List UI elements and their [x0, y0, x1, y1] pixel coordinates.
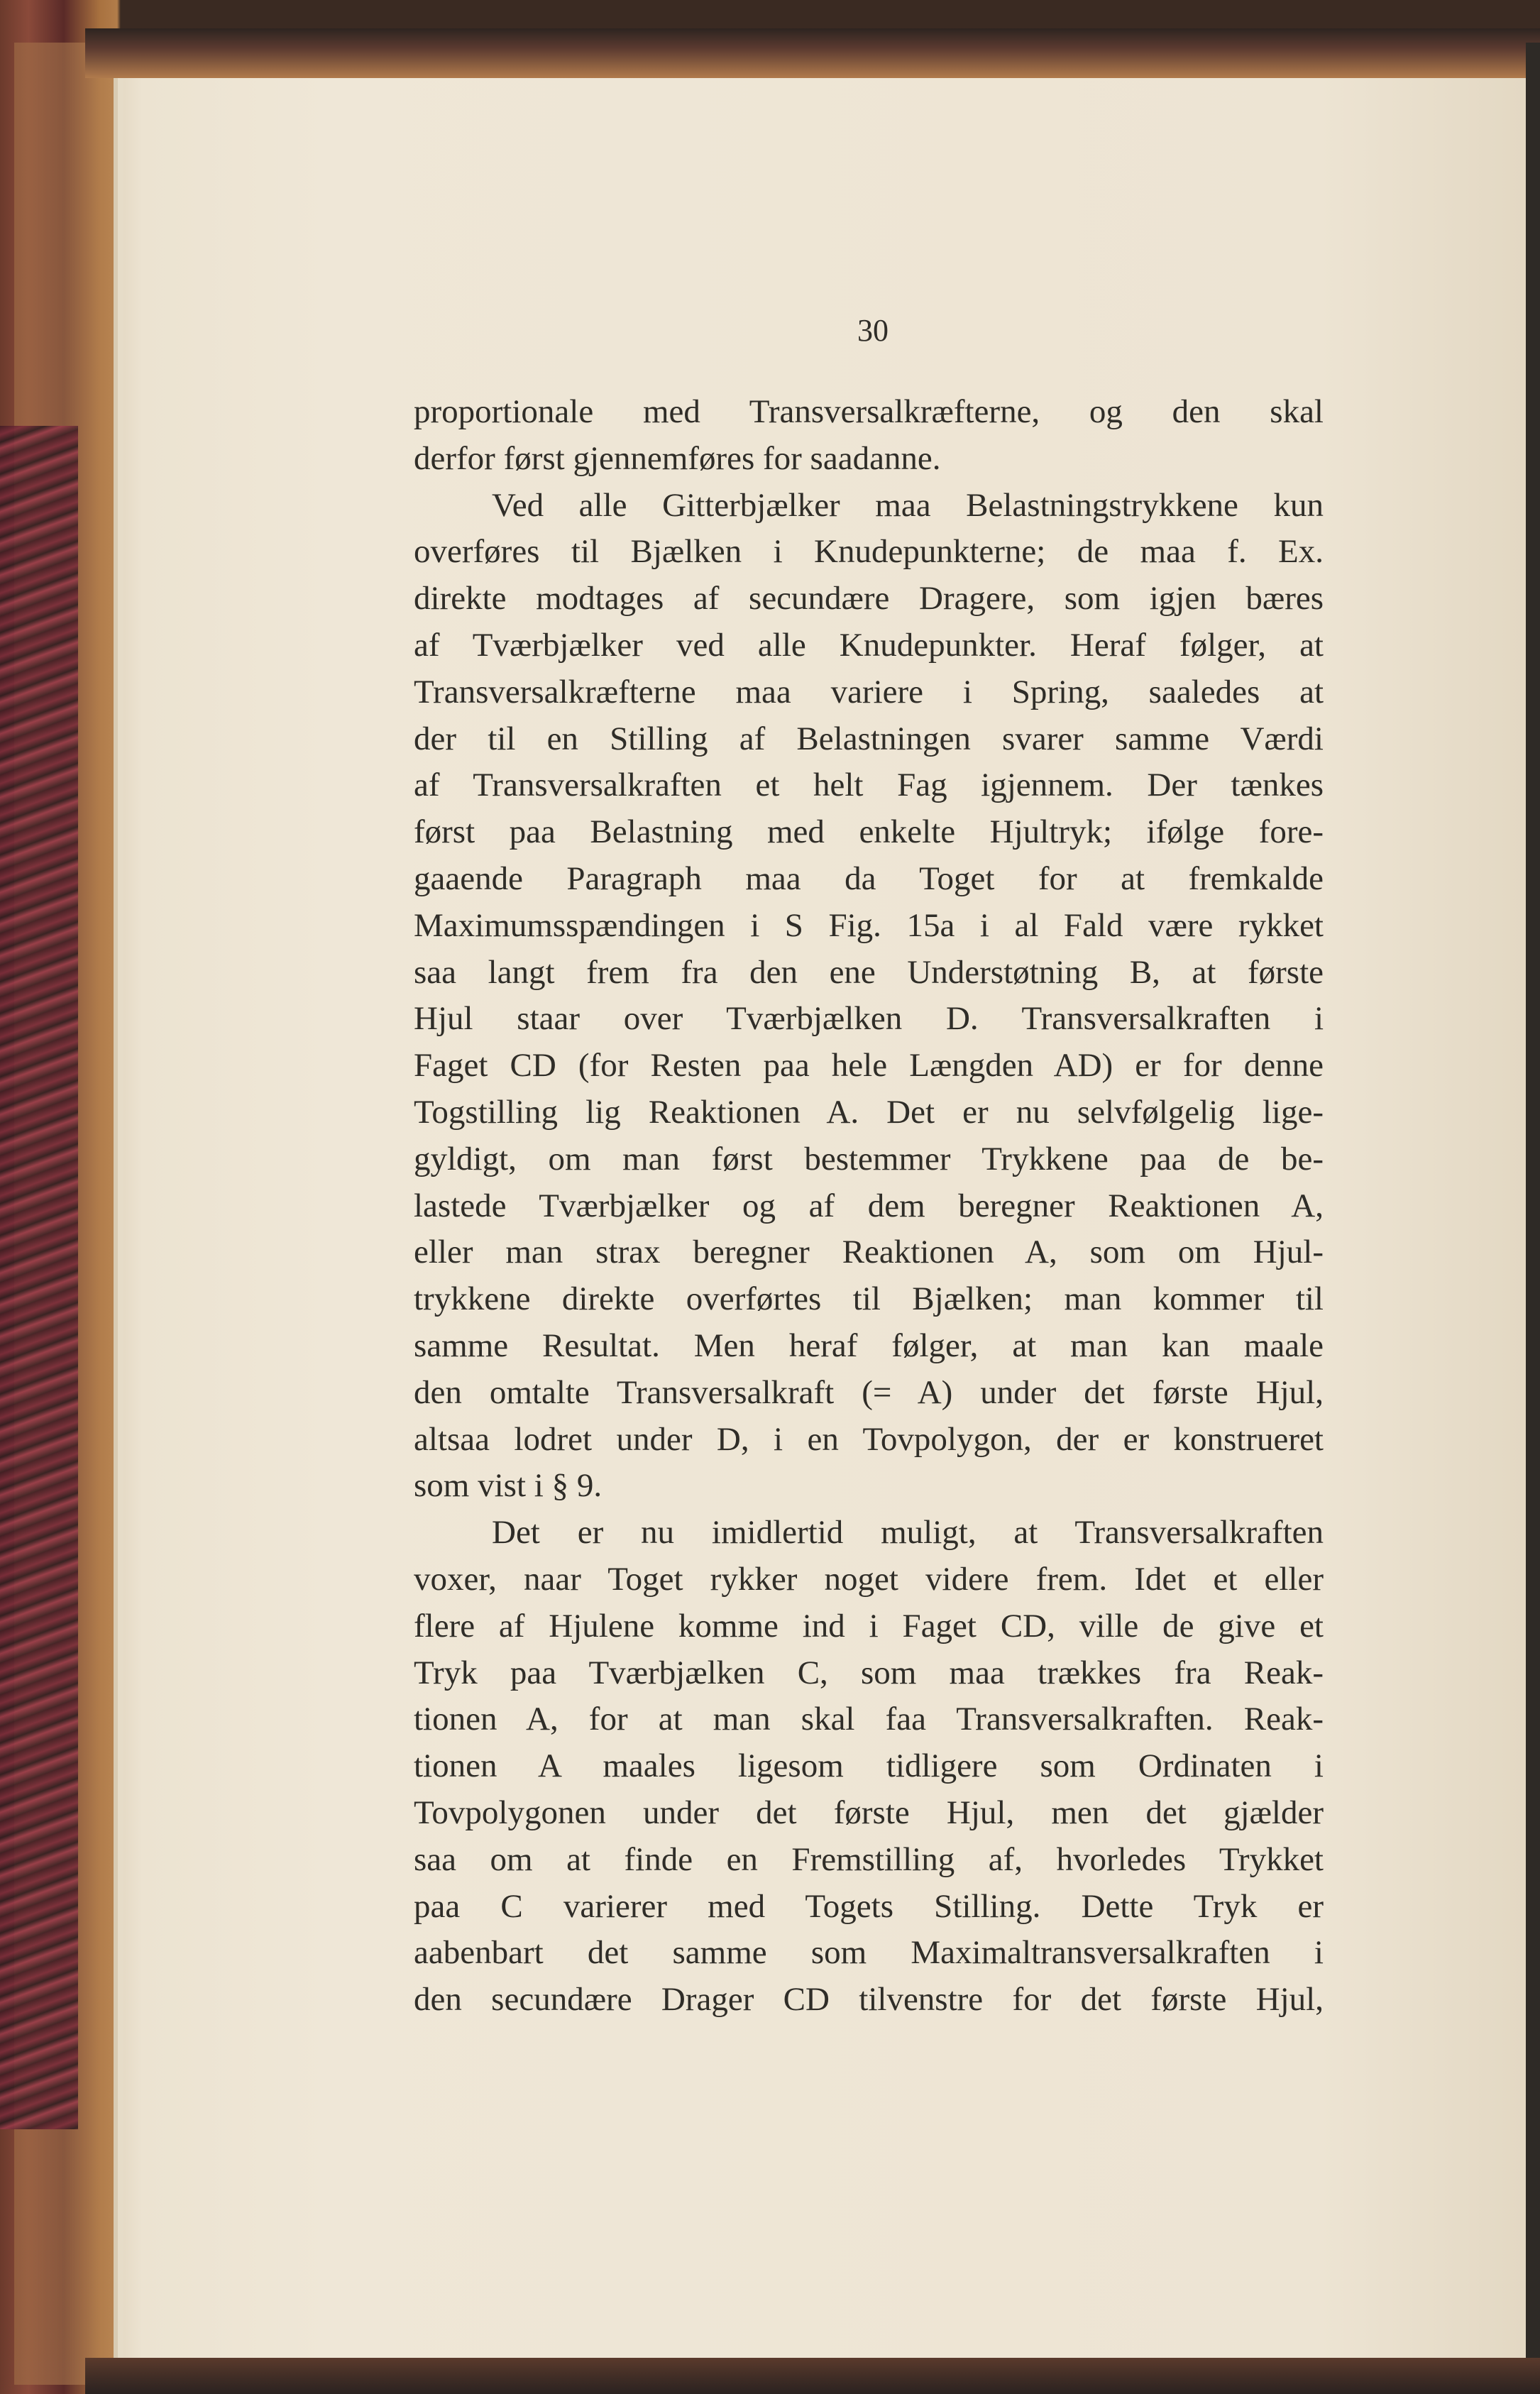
text-line: trykkene direkte overførtes til Bjælken; man kommer til: [414, 1280, 1324, 1318]
text-line: som vist i § 9.: [414, 1467, 603, 1505]
text-line: gyldigt, om man først bestemmer Trykkene paa de be-: [414, 1140, 1324, 1177]
text-line: Togstilling lig Reaktionen A. Det er nu selvfølgelig lige-: [414, 1093, 1324, 1131]
text-line: Faget CD (for Resten paa hele Længden AD) er for denne: [414, 1047, 1324, 1085]
text-line: der til en Stilling af Belastningen svarer samme Værdi: [414, 720, 1324, 757]
marbled-cover-edge: [0, 426, 78, 2129]
text-line: Maximumsspændingen i S Fig. 15a i al Fald være rykket: [414, 906, 1324, 944]
text-line: eller man strax beregner Reaktionen A, som om Hjul-: [414, 1234, 1324, 1271]
book-top-edge: [85, 28, 1540, 78]
text-line: lastede Tværbjælker og af dem beregner Reaktionen A,: [414, 1187, 1324, 1224]
text-line: tionen A maales ligesom tidligere som Ordinaten i: [414, 1747, 1324, 1785]
text-line: saa langt frem fra den ene Understøtning B, at første: [414, 953, 1324, 991]
text-line: voxer, naar Toget rykker noget videre frem. Idet et eller: [414, 1560, 1324, 1598]
text-line: direkte modtages af secundære Dragere, som igjen bæres: [414, 580, 1324, 617]
text-line: Det er nu imidlertid muligt, at Transversalkraften: [492, 1514, 1324, 1552]
text-line: af Transversalkraften et helt Fag igjennem. Der tænkes: [414, 767, 1324, 804]
text-line: den secundære Drager CD tilvenstre for det første Hjul,: [414, 1981, 1324, 2019]
text-line: altsaa lodret under D, i en Tovpolygon, der er konstrueret: [414, 1420, 1324, 1458]
text-line: tionen A, for at man skal faa Transversalkraften. Reak-: [414, 1701, 1324, 1738]
book-bottom-edge: [85, 2358, 1540, 2394]
text-line: Hjul staar over Tværbjælken D. Transversalkraften i: [414, 1000, 1324, 1038]
text-line: saa om at finde en Fremstilling af, hvorledes Trykket: [414, 1840, 1324, 1878]
text-line: derfor først gjennemføres for saadanne.: [414, 439, 941, 477]
text-line: først paa Belastning med enkelte Hjultryk; ifølge fore-: [414, 813, 1324, 851]
text-line: proportionale med Transversalkræfterne, og den skal: [414, 393, 1324, 430]
text-line: samme Resultat. Men heraf følger, at man kan maale: [414, 1327, 1324, 1364]
text-line: Tovpolygonen under det første Hjul, men det gjælder: [414, 1794, 1324, 1831]
text-line: Tryk paa Tværbjælken C, som maa trækkes fra Reak-: [414, 1654, 1324, 1691]
text-line: gaaende Paragraph maa da Toget for at fremkalde: [414, 860, 1324, 897]
text-line: den omtalte Transversalkraft (= A) under det første Hjul,: [414, 1373, 1324, 1411]
text-line: af Tværbjælker ved alle Knudepunkter. Heraf følger, at: [414, 626, 1324, 664]
book-right-edge: [1526, 43, 1540, 2385]
text-line: flere af Hjulene komme ind i Faget CD, ville de give et: [414, 1607, 1324, 1644]
text-line: overføres til Bjælken i Knudepunkterne; de maa f. Ex.: [414, 533, 1324, 571]
text-line: aabenbart det samme som Maximaltransversalkraften i: [414, 1934, 1324, 1972]
text-line: paa C varierer med Togets Stilling. Dette Tryk er: [414, 1887, 1324, 1925]
text-line: Transversalkræfterne maa variere i Spring, saaledes at: [414, 673, 1324, 710]
page-number: 30: [857, 313, 889, 348]
body-text: [414, 389, 1324, 2024]
text-line: Ved alle Gitterbjælker maa Belastningstrykkene kun: [492, 486, 1324, 524]
